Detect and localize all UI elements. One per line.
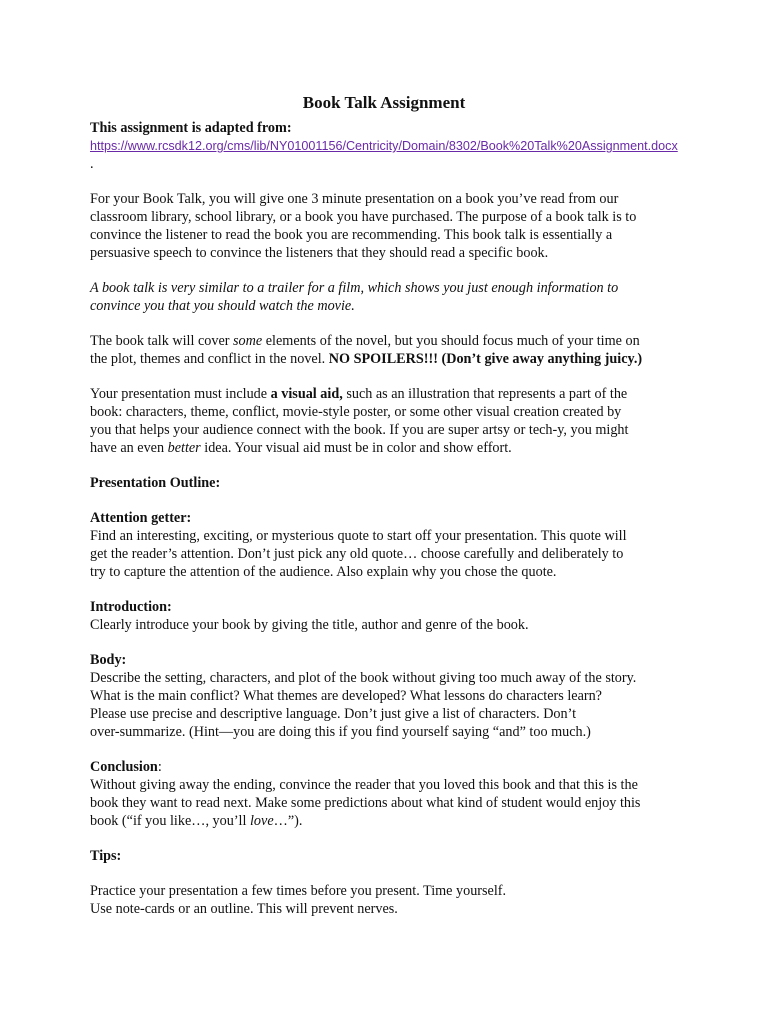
body-line: Please use precise and descriptive language. Don’t just give a list of characters. Don’t: [90, 706, 577, 722]
tips-line: Practice your presentation a few times before you present. Time yourself.: [90, 883, 507, 899]
cover-line: the plot, themes and conflict in the novel. NO SPOILERS!!! (Don’t give away anything juicy.): [90, 351, 643, 367]
body-line: Describe the setting, characters, and plot of the book without giving too much away of the story.: [90, 670, 637, 686]
intro-line: convince the listener to read the book you are recommending. This book talk is essentially a: [90, 227, 613, 243]
attention-line: Find an interesting, exciting, or mysterious quote to start off your presentation. This quote will: [90, 528, 627, 544]
trailer-paragraph: [90, 279, 690, 315]
body-heading: Body:: [90, 652, 127, 668]
tips-section: [90, 847, 690, 918]
document-body: [90, 119, 690, 918]
intro-line: classroom library, school library, or a book you have purchased. The purpose of a book talk is to: [90, 209, 637, 225]
conclusion-heading: Conclusion:: [90, 759, 162, 775]
introduction-heading: Introduction:: [90, 599, 172, 615]
visual-line: Your presentation must include a visual aid, such as an illustration that represents a part of the: [90, 386, 628, 402]
link-trailing-period: .: [90, 156, 94, 172]
attention-section: [90, 509, 690, 581]
body-section: [90, 651, 690, 741]
visual-line: book: characters, theme, conflict, movie-style poster, or some other visual creation created by: [90, 404, 622, 420]
intro-paragraph: [90, 190, 690, 262]
body-line: What is the main conflict? What themes are developed? What lessons do characters learn?: [90, 688, 602, 704]
visual-aid-paragraph: [90, 385, 690, 457]
outline-heading: Presentation Outline:: [90, 475, 221, 491]
conclusion-line: book they want to read next. Make some predictions about what kind of student would enjoy this: [90, 795, 641, 811]
attention-line: get the reader’s attention. Don’t just pick any old quote… choose carefully and deliberately to: [90, 546, 624, 562]
attention-heading: Attention getter:: [90, 510, 192, 526]
conclusion-line: Without giving away the ending, convince the reader that you loved this book and that this is the: [90, 777, 638, 793]
intro-line: For your Book Talk, you will give one 3 minute presentation on a book you’ve read from our: [90, 191, 619, 207]
introduction-section: [90, 598, 690, 634]
tips-heading: Tips:: [90, 848, 122, 864]
adapted-label: This assignment is adapted from:: [90, 120, 292, 136]
trailer-line: convince you that you should watch the movie.: [90, 298, 355, 314]
introduction-line: Clearly introduce your book by giving the title, author and genre of the book.: [90, 617, 529, 633]
cover-paragraph: [90, 332, 690, 368]
visual-line: you that helps your audience connect with the book. If you are super artsy or tech-y, you might: [90, 422, 629, 438]
visual-line: have an even better idea. Your visual aid must be in color and show effort.: [90, 440, 512, 456]
conclusion-line: book (“if you like…, you’ll love…”).: [90, 813, 303, 829]
tips-line: Use note-cards or an outline. This will prevent nerves.: [90, 901, 398, 917]
page-title: Book Talk Assignment: [302, 93, 466, 112]
cover-line: The book talk will cover some elements of the novel, but you should focus much of your time on: [90, 333, 640, 349]
intro-line: persuasive speech to convince the listeners that they should read a specific book.: [90, 245, 549, 261]
body-line: over-summarize. (Hint—you are doing this if you find yourself saying “and” too much.): [90, 724, 591, 740]
conclusion-section: [90, 758, 690, 830]
attention-line: try to capture the attention of the audience. Also explain why you chose the quote.: [90, 564, 557, 580]
source-link[interactable]: https://www.rcsdk12.org/cms/lib/NY01001156/Centricity/Domain/8302/Book%20Talk%20Assignment.docx: [90, 139, 678, 153]
trailer-line: A book talk is very similar to a trailer for a film, which shows you just enough information to: [90, 280, 619, 296]
